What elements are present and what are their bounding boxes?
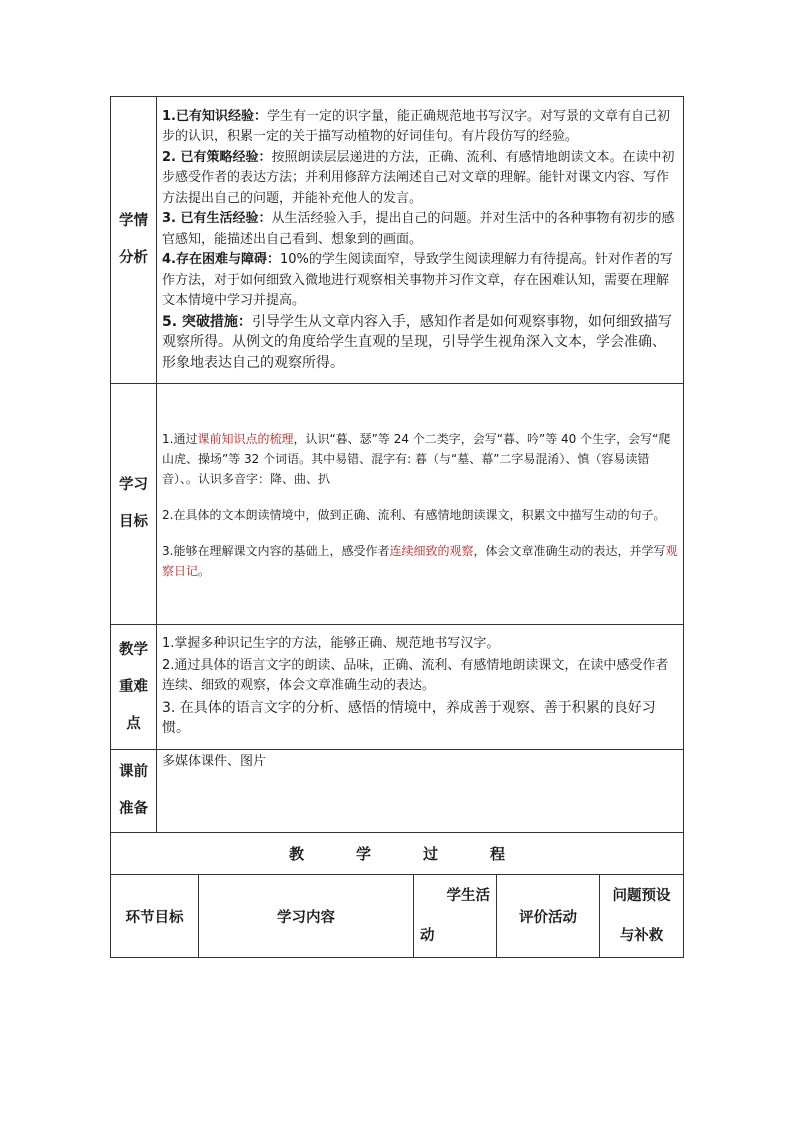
- situation-item: 5. 突破措施：引导学生从文章内容入手，感知作者是如何观察事物，如何细致描写观察所得。从例文的角度给学生直观的呈现，引导学生视角深入文本，学会准确、形象地表达自己的观察所得。: [162, 313, 672, 371]
- header-eval: 评价活动: [497, 875, 600, 958]
- row-focus: [111, 625, 684, 750]
- header-student: 学生活 动: [414, 875, 497, 958]
- label-situation: 学情 分析: [111, 97, 157, 384]
- header-goal: 环节目标: [111, 875, 199, 958]
- row-process-title: [111, 833, 684, 875]
- objective-item: 2.在具体的文本朗读情境中，做到正确、流利、有感情地朗读课文，积累文中描写生动的句子。: [162, 508, 666, 522]
- objective-item: 1.通过课前知识点的梳理，认识“暮、瑟”等 24 个二类字，会写“暮、吟”等 40 个生字，会写“爬山虎、操场”等 32 个词语。其中易错、混字有: 暮（与“墓、幕”二字易混淆）、慎（容易读错音）、。认识多音字：降、曲、扒: [162, 432, 671, 486]
- situation-item: 1.已有知识经验：学生有一定的识字量，能正确规范地书写汉字。对写景的文章有自己初步的认识，积累一定的关于描写动植物的好词佳句。有片段仿写的经验。: [162, 108, 670, 145]
- row-process-header: [111, 875, 684, 958]
- label-focus: 教学 重难 点: [111, 625, 157, 750]
- label-objectives: 学习 目标: [111, 384, 157, 625]
- situation-item: 2. 已有策略经验：按照朗读层层递进的方法，正确、流利、有感情地朗读文本。在读中初步感受作者的表达方法；并利用修辞方法阐述自己对文章的理解。能针对课文内容、写作方法提出自己的问题，并能补充他人的发言。: [162, 149, 675, 206]
- prep-content: 多媒体课件、图片: [157, 750, 684, 833]
- lesson-plan-table: [110, 96, 684, 958]
- row-situation: [111, 97, 684, 384]
- header-content: 学习内容: [199, 875, 414, 958]
- focus-item: 1.掌握多种识记生字的方法，能够正确、规范地书写汉字。: [162, 636, 500, 651]
- situation-content: [157, 97, 684, 384]
- situation-item: 3. 已有生活经验：从生活经验入手，提出自己的问题。并对生活中的各种事物有初步的感官感知，能描述出自己看到、想象到的画面。: [162, 211, 675, 247]
- focus-item: 2.通过具体的语言文字的朗读、品味，正确、流利、有感情地朗读课文，在读中感受作者连续、细致的观察，体会文章准确生动的表达。: [162, 658, 669, 693]
- objectives-content: [157, 384, 684, 625]
- focus-content: [157, 625, 684, 750]
- header-issue: 问题预设 与补救: [600, 875, 684, 958]
- process-title: 教 学 过 程: [111, 833, 684, 875]
- situation-item: 4.存在困难与障碍：10%的学生阅读面窄，导致学生阅读理解力有待提高。针对作者的写作方法，对于如何细致入微地进行观察相关事物并习作文章，存在困难认知，需要在理解文本情境中学习并提高。: [162, 252, 673, 309]
- label-prep: 课前 准备: [111, 750, 157, 833]
- focus-item: 3. 在具体的语言文字的分析、感悟的情境中，养成善于观察、善于积累的良好习惯。: [162, 700, 656, 736]
- row-objectives: [111, 384, 684, 625]
- objective-item: 3.能够在理解课文内容的基础上，感受作者连续细致的观察，体会文章准确生动的表达，并学写观察日记。: [162, 544, 678, 578]
- row-prep: [111, 750, 684, 833]
